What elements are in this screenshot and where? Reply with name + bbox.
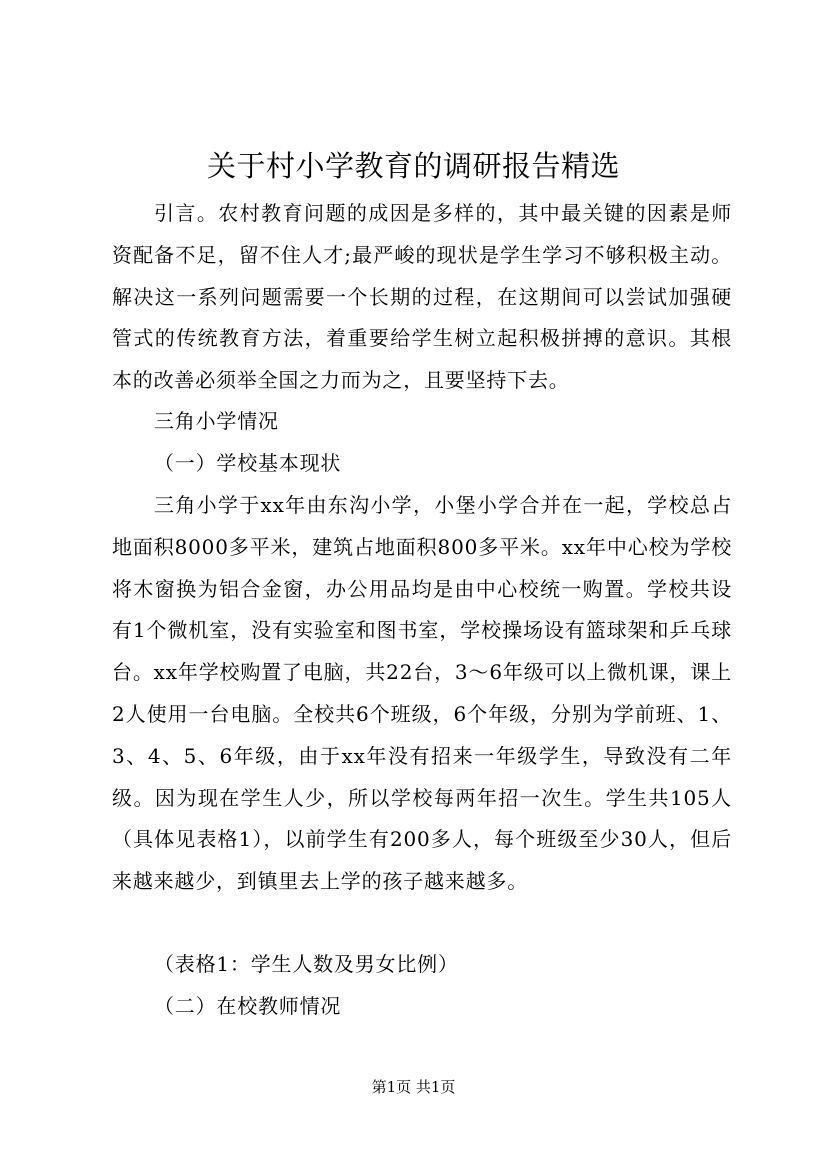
basic-status-block: [112, 485, 732, 903]
basic-status-paragraph: 三角小学于xx年由东沟小学，小堡小学合并在一起，学校总占地面积8000多平米，建筑占地面积800多平米。xx年中心校为学校将木窗换为铝合金窗，办公用品均是由中心校统一购置。学校共设有1个微机室，没有实验室和图书室，学校操场设有篮球架和乒乓球台。xx年学校购置了电脑，共22台，3～6年级可以上微机课，课上2人使用一台电脑。全校共6个班级，6个年级，分别为学前班、1、3、4、5、6年级，由于xx年没有招来一年级学生，导致没有二年级。因为现在学生人少，所以学校每两年招一次生。学生共105人（具体见表格1），以前学生有200多人，每个班级至少30人，但后来越来越少，到镇里去上学的孩子越来越多。: [112, 493, 732, 894]
page-footer: 第1页 共1页: [371, 1078, 456, 1096]
section-title-block: [112, 401, 732, 443]
subsection-1-heading: （一）学校基本现状: [154, 451, 342, 475]
subsection-2-block: [112, 986, 732, 1028]
table-caption-block: [112, 944, 732, 986]
subsection-2-heading: （二）在校教师情况: [154, 994, 342, 1018]
table-caption: （表格1：学生人数及男女比例）: [154, 952, 459, 976]
subsection-1-block: [112, 443, 732, 485]
document-title: 关于村小学教育的调研报告精选: [206, 149, 620, 183]
intro-paragraph-block: [112, 193, 732, 402]
intro-paragraph: 引言。农村教育问题的成因是多样的，其中最关键的因素是师资配备不足，留不住人才;最严峻的现状是学生学习不够积极主动。解决这一系列问题需要一个长期的过程，在这期间可以尝试加强硬管式的传统教育方法，着重要给学生树立起积极拼搏的意识。其根本的改善必须举全国之力而为之，且要坚持下去。: [112, 201, 732, 393]
section-title: 三角小学情况: [154, 409, 279, 433]
